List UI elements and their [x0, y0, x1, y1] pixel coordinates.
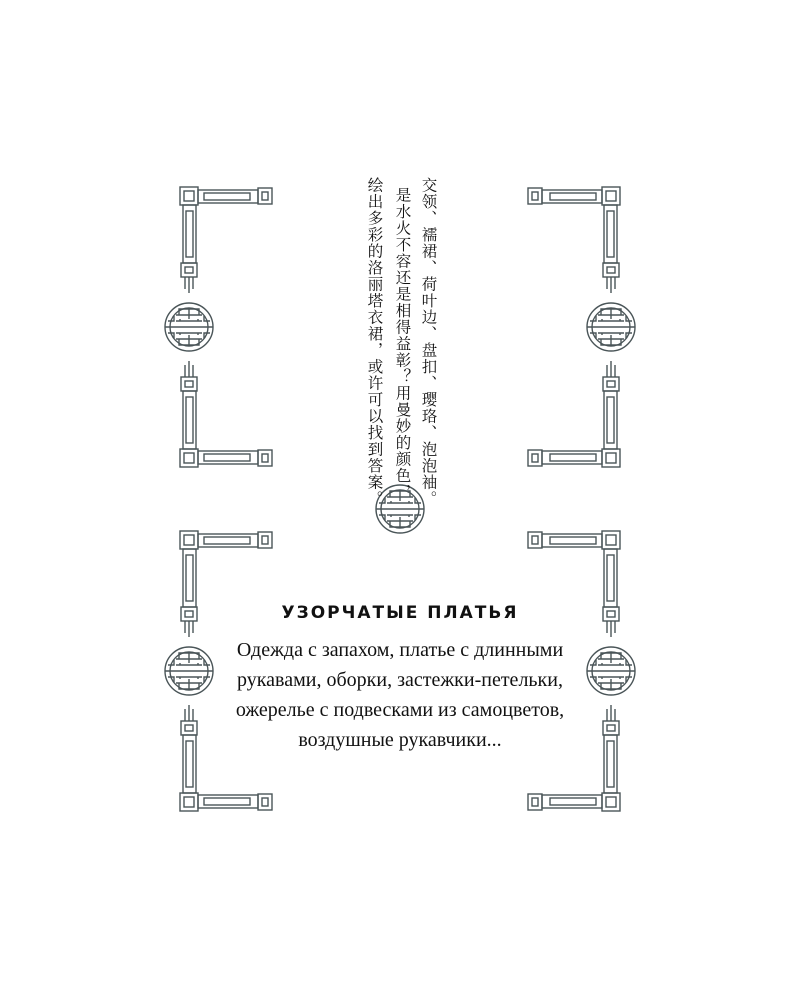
chinese-column-1: 交领、襦裙、荷叶边、盘扣、璎珞、泡泡袖。: [419, 177, 438, 507]
lattice-frame-top-right: [528, 187, 635, 467]
description-line-4: воздушные рукавчики...: [298, 729, 502, 751]
description-paragraph: [210, 635, 590, 755]
description-line-2: рукавами, оборки, застежки-петельки,: [237, 669, 563, 691]
lattice-frame-top-left: [165, 187, 272, 467]
section-title: УЗОРЧАТЫЕ ПЛАТЬЯ: [281, 603, 519, 623]
description-line-1: Одежда с запахом, платье с длинными: [236, 639, 564, 661]
chinese-column-2: 是水火不容还是相得益彰？用曼妙的颜色，: [393, 187, 412, 501]
chinese-column-3: 绘出多彩的洛丽塔衣裙，或许可以找到答案。: [365, 177, 384, 507]
description-line-3: ожерелье с подвесками из самоцветов,: [235, 699, 565, 721]
